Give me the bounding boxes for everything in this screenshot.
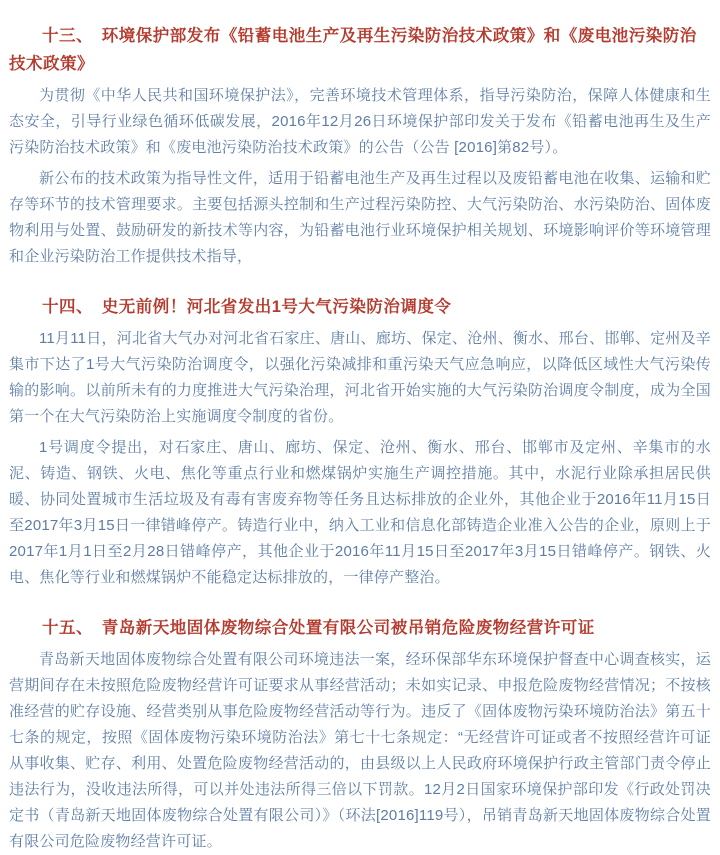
section-14-heading: 十四、 史无前例！河北省发出1号大气污染防治调度令 xyxy=(42,298,452,316)
section-13 xyxy=(9,22,711,270)
section-14-paragraph-2: 1号调度令提出，对石家庄、唐山、廊坊、保定、沧州、衡水、邢台、邯郸市及定州、辛集市的水泥、铸造、钢铁、火电、焦化等重点行业和燃煤锅炉实施生产调控措施。其中，水泥行业除承担居民供暖、协同处置城市生活垃圾及有毒有害废弃物等任务且达标排放的企业外，其他企业于2016年11月15日至2017年3月15日一律错峰停产。铸造行业中，纳入工业和信息化部铸造企业准入公告的企业，原则上于2017年1月1日至2月28日错峰停产，其他企业于2016年11月15日至2017年3月15日错峰停产。钢铁、火电、焦化等行业和燃煤锅炉不能稳定达标排放的，一律停产整治。 xyxy=(9,439,711,586)
section-14-paragraph-1: 11月11日，河北省大气办对河北省石家庄、唐山、廊坊、保定、沧州、衡水、邢台、邯郸、定州及辛集市下达了1号大气污染防治调度令，以强化污染减排和重污染天气应急响应，以降低区域性大气污染传输的影响。以前所未有的力度推进大气污染治理，河北省开始实施的大气污染防治调度令制度，成为全国第一个在大气污染防治上实施调度令制度的省份。 xyxy=(9,330,711,425)
section-14 xyxy=(9,293,711,591)
section-15-heading: 十五、 青岛新天地固体废物综合处置有限公司被吊销危险废物经营许可证 xyxy=(42,619,595,637)
section-15-paragraph-1: 青岛新天地固体废物综合处置有限公司环境违法一案，经环保部华东环境保护督查中心调查核实，运营期间存在未按照危险废物经营许可证要求从事经营活动；未如实记录、申报危险废物经营情况；不按核准经营的贮存设施、经营类别从事危险废物经营活动等行为。违反了《固体废物污染环境防治法》第五十七条的规定，按照《固体废物污染环境防治法》第七十七条规定：“无经营许可证或者不按照经营许可证从事收集、贮存、利用、处置危险废物经营活动的，由县级以上人民政府环境保护行政主管部门责令停止违法行为，没收违法所得，可以并处违法所得三倍以下罚款。12月2日国家环境保护部印发《行政处罚决定书（青岛新天地固体废物综合处置有限公司）》（环法[2016]119号），吊销青岛新天地固体废物综合处置有限公司危险废物经营许可证。 xyxy=(9,651,711,850)
section-13-heading: 十三、 环境保护部发布《铅蓄电池生产及再生污染防治技术政策》和《废电池污染防治技术政策》 xyxy=(9,27,697,73)
section-15 xyxy=(9,614,711,855)
section-13-paragraph-2: 新公布的技术政策为指导性文件，适用于铅蓄电池生产及再生过程以及废铅蓄电池在收集、运输和贮存等环节的技术管理要求。主要包括源头控制和生产过程污染防控、大气污染防治、水污染防治、固体废物利用与处置、鼓励研发的新技术等内容，为铅蓄电池行业环境保护相关规划、环境影响评价等环境管理和企业污染防治工作提供技术指导， xyxy=(9,170,711,265)
section-13-paragraph-1: 为贯彻《中华人民共和国环境保护法》，完善环境技术管理体系，指导污染防治，保障人体健康和生态安全，引导行业绿色循环低碳发展，2016年12月26日环境保护部印发关于发布《铅蓄电池再生及生产污染防治技术政策》和《废电池污染防治技术政策》的公告（公告 [2016]第82号）。 xyxy=(9,87,711,156)
